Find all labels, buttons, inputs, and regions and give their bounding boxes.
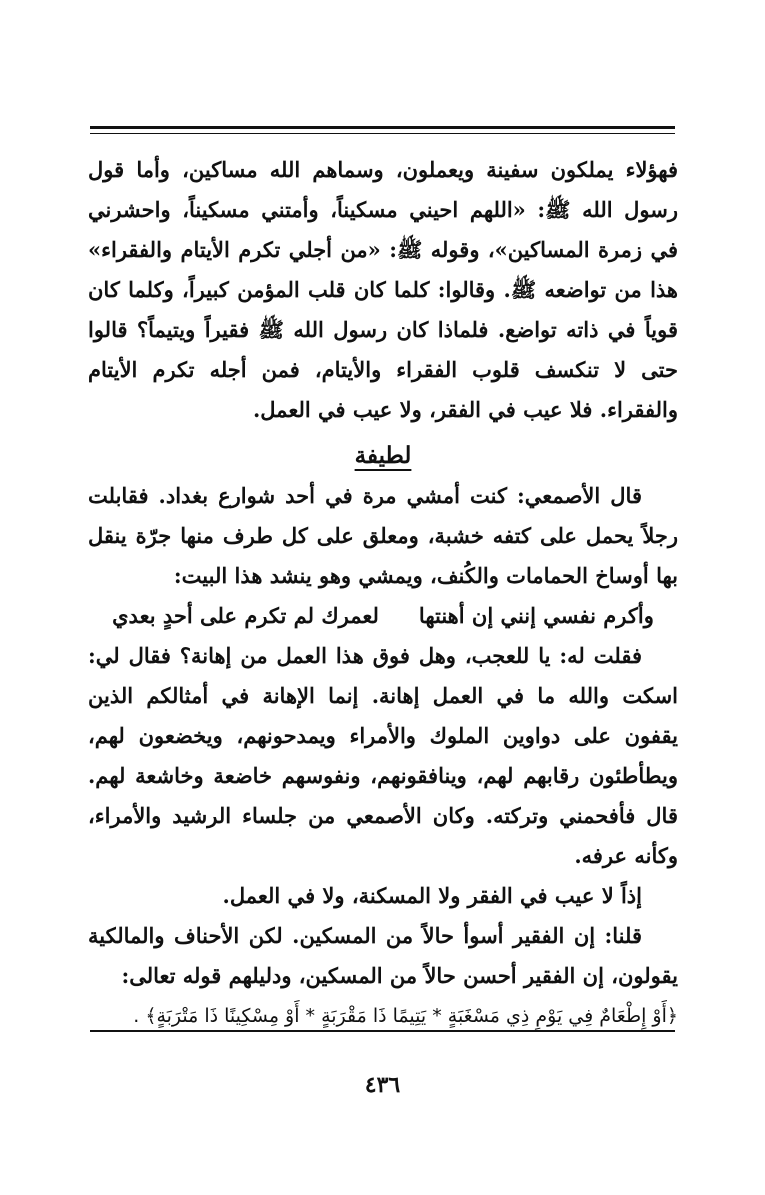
- header-rule-thin: [90, 133, 675, 134]
- page-number: ٤٣٦: [364, 1072, 401, 1098]
- verse-first-hemistich: وأكرم نفسي إنني إن أهنتها: [418, 603, 654, 628]
- page-body: [88, 150, 678, 1036]
- poetry-verse: [88, 596, 678, 636]
- header-rule-thick: [90, 126, 675, 129]
- paragraph-fiqh-opinion: قلنا: إن الفقير أسوأ حالاً من المسكين. لكن الأحناف والمالكية يقولون، إن الفقير أحسن حالاً من المسكين، ودليلهم قوله تعالى:: [88, 923, 678, 988]
- section-heading: لطيفة: [354, 442, 412, 469]
- quran-verse: ﴿أَوْ إِطْعَامٌ فِي يَوْمٍ ذِي مَسْغَبَةٍ * يَتِيمًا ذَا مَقْرَبَةٍ * أَوْ مِسْكِينًا ذَا مَتْرَبَةٍ﴾ .: [133, 1005, 678, 1027]
- verse-second-hemistich: لعمرك لم تكرم على أحدٍ بعدي: [112, 603, 379, 628]
- paragraph-conclusion: إذاً لا عيب في الفقر ولا المسكنة، ولا في العمل.: [222, 883, 642, 908]
- footer-rule: [90, 1030, 675, 1032]
- paragraph-asmai-story: قال الأصمعي: كنت أمشي مرة في أحد شوارع بغداد. فقابلت رجلاً يحمل على كتفه خشبة، ومعلق على كل طرف منها جرّة ينقل بها أوساخ الحمامات والكُنف، ويمشي وهو ينشد هذا البيت:: [88, 483, 678, 588]
- paragraph-dialogue: فقلت له: يا للعجب، وهل فوق هذا العمل من إهانة؟ فقال لي: اسكت والله ما في العمل إهانة. إنما الإهانة في أمثالكم الذين يقفون على دواوين الملوك والأمراء ويمدحونهم، ويخضعون لهم، ويطأطئون رقابهم لهم، وينافقونهم، ونفوسهم خاضعة وخاشعة لهم. قال فأفحمني وتركته. وكان الأصمعي من جلساء الرشيد والأمراء، وكأنه عرفه.: [88, 643, 678, 868]
- paragraph-poverty-discussion: فهؤلاء يملكون سفينة ويعملون، وسماهم الله مساكين، وأما قول رسول الله ﷺ: «اللهم احيني مسكيناً، وأمتني مسكيناً، واحشرني في زمرة المساكين»، وقوله ﷺ: «من أجلي تكرم الأيتام والفقراء» هذا من تواضعه ﷺ. وقالوا: كلما كان قلب المؤمن كبيراً، وكلما كان قوياً في ذاته تواضع. فلماذا كان رسول الله ﷺ فقيراً ويتيماً؟ قالوا حتى لا تنكسف قلوب الفقراء والأيتام، فمن أجله تكرم الأيتام والفقراء. فلا عيب في الفقر، ولا عيب في العمل.: [88, 157, 678, 422]
